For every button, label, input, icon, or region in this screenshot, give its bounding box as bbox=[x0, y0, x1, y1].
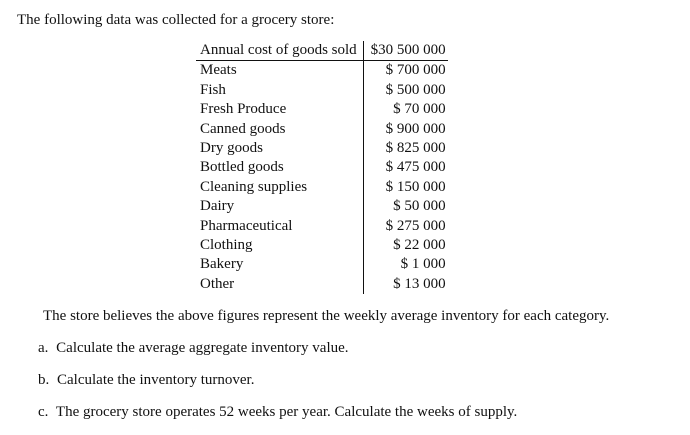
row-category: Dry goods bbox=[196, 139, 363, 158]
row-value: $ 900 000 bbox=[385, 120, 446, 137]
row-value: $ 50 000 bbox=[393, 198, 446, 215]
note-text: The store believes the above figures represent the weekly average inventory for each category. bbox=[43, 308, 610, 324]
table-row bbox=[196, 255, 448, 274]
table-header-row bbox=[196, 41, 448, 61]
question-text: The grocery store operates 52 weeks per year. Calculate the weeks of supply. bbox=[55, 404, 518, 420]
row-value: $ 825 000 bbox=[385, 140, 446, 157]
row-category: Meats bbox=[196, 61, 363, 81]
row-category: Canned goods bbox=[196, 120, 363, 139]
table-row bbox=[196, 236, 448, 255]
row-category: Bakery bbox=[196, 255, 363, 274]
row-category: Clothing bbox=[196, 236, 363, 255]
row-value: $ 22 000 bbox=[393, 237, 446, 254]
question-item bbox=[38, 402, 517, 434]
table-row bbox=[196, 275, 448, 294]
row-category: Fish bbox=[196, 81, 363, 100]
question-label: c. bbox=[38, 404, 49, 420]
table-row bbox=[196, 81, 448, 100]
row-value: $ 150 000 bbox=[385, 178, 446, 195]
table-row bbox=[196, 178, 448, 197]
question-text: Calculate the average aggregate inventory value. bbox=[56, 340, 349, 356]
header-value: $30 500 000 bbox=[363, 41, 448, 61]
question-list bbox=[38, 338, 517, 434]
row-category: Bottled goods bbox=[196, 158, 363, 177]
intro-text: The following data was collected for a grocery store: bbox=[17, 12, 335, 28]
table-row bbox=[196, 100, 448, 119]
row-value: $ 275 000 bbox=[385, 217, 446, 234]
row-value: $ 70 000 bbox=[393, 101, 446, 118]
table-row bbox=[196, 197, 448, 216]
table-row bbox=[196, 217, 448, 236]
row-value: $ 500 000 bbox=[385, 81, 446, 98]
table-row bbox=[196, 120, 448, 139]
row-value: $ 1 000 bbox=[400, 256, 446, 273]
table-row bbox=[196, 139, 448, 158]
inventory-table bbox=[196, 41, 448, 294]
table-row bbox=[196, 61, 448, 81]
row-category: Other bbox=[196, 275, 363, 294]
row-category: Dairy bbox=[196, 197, 363, 216]
question-label: b. bbox=[38, 372, 50, 388]
row-category: Pharmaceutical bbox=[196, 217, 363, 236]
question-text: Calculate the inventory turnover. bbox=[57, 372, 255, 388]
question-item bbox=[38, 370, 517, 402]
question-label: a. bbox=[38, 340, 49, 356]
table-row bbox=[196, 158, 448, 177]
row-category: Fresh Produce bbox=[196, 100, 363, 119]
header-category: Annual cost of goods sold bbox=[196, 41, 363, 61]
row-value: $ 700 000 bbox=[385, 62, 446, 79]
row-value: $ 13 000 bbox=[393, 275, 446, 292]
question-item bbox=[38, 338, 517, 370]
row-category: Cleaning supplies bbox=[196, 178, 363, 197]
row-value: $ 475 000 bbox=[385, 159, 446, 176]
